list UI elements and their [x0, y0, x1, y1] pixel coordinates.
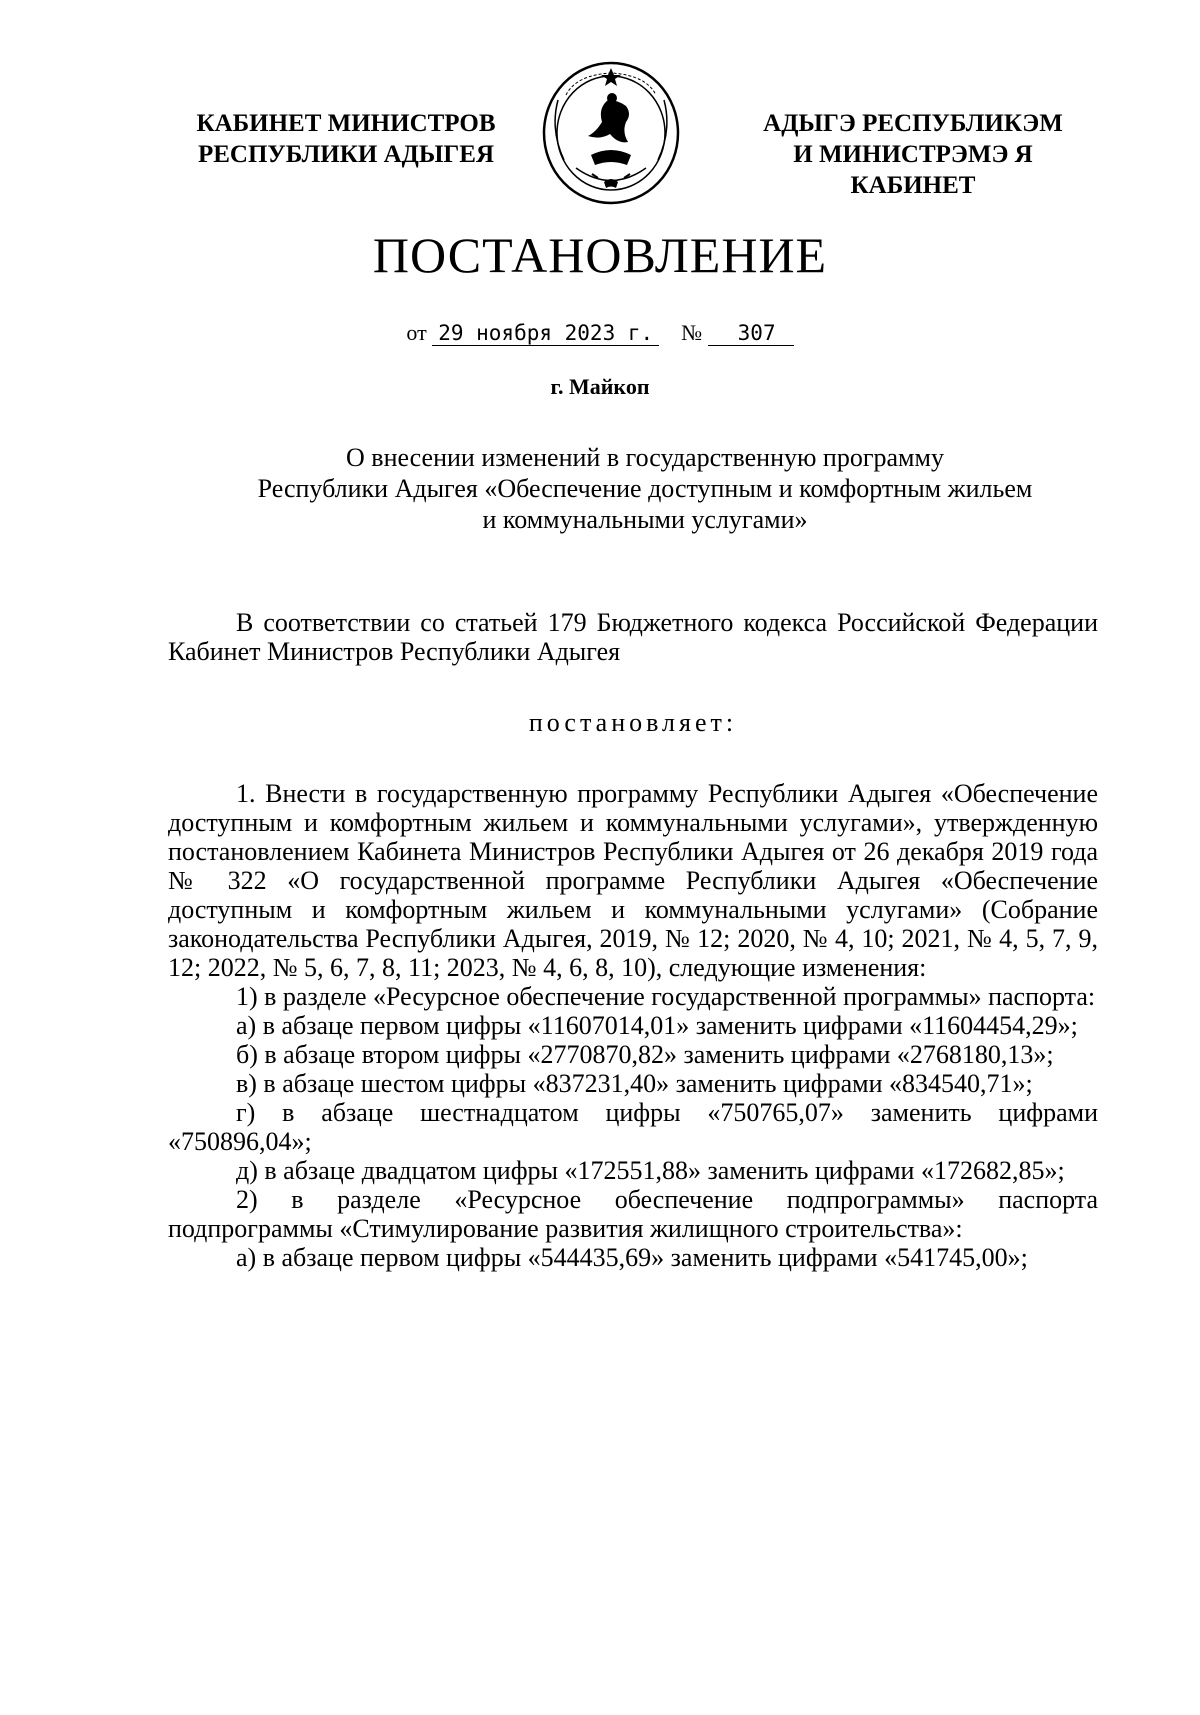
document-subject [180, 442, 1110, 535]
city: г. Майкоп [550, 374, 650, 399]
issuer-ru [186, 108, 506, 170]
subitem-1v: в) в абзаце шестом цифры «837231,40» заменить цифрами «834540,71»; [236, 1069, 1033, 1098]
preamble: В соответствии со статьей 179 Бюджетного кодекса Российской Федерации Кабинет Министров Республики Адыгея [168, 608, 1098, 666]
issuer-ru-line2: РЕСПУБЛИКИ АДЫГЕЯ [197, 141, 495, 168]
document-body [168, 608, 1098, 1272]
issuer-ady-line1: АДЫГЭ РЕСПУБЛИКЭМ [763, 110, 1063, 137]
item-1: 1. Внести в государственную программу Республики Адыгея «Обеспечение доступным и комфортным жильем и коммунальными услугами», утвержденную постановлением Кабинета Министров Республики Адыгея от 26 декабря 2019 года № 322 «О государственной программе Республики Адыгея «Обеспечение доступным и комфортным жильем и коммунальными услугами» (Собрание законодательства Республики Адыгея, 2019, № 12; 2020, № 4, 10; 2021, № 4, 5, 7, 9, 12; 2022, № 5, 6, 7, 8, 11; 2023, № 4, 6, 8, 10), следующие изменения: [168, 779, 1098, 982]
issuer-ady-line2: И МИНИСТРЭМЭ Я КАБИНЕТ [793, 141, 1033, 199]
issuer-ady [728, 108, 1098, 201]
subitem-2a: а) в абзаце первом цифры «544435,69» заменить цифрами «541745,00»; [236, 1243, 1028, 1272]
subitem-1b: б) в абзаце втором цифры «2770870,82» заменить цифрами «2768180,13»; [236, 1040, 1054, 1069]
date-label: от [406, 320, 427, 345]
document-title: ПОСТАНОВЛЕНИЕ [372, 227, 828, 283]
issuer-ru-line1: КАБИНЕТ МИНИСТРОВ [196, 110, 496, 137]
subitem-1a: а) в абзаце первом цифры «11607014,01» заменить цифрами «11604454,29»; [236, 1011, 1078, 1040]
subject-line3: и коммунальными услугами» [482, 505, 808, 534]
subject-line2: Республики Адыгея «Обеспечение доступным и комфортным жильем [257, 474, 1033, 503]
number-value: 307 [708, 321, 794, 346]
subitem-1d: д) в абзаце двадцатом цифры «172551,88» заменить цифрами «172682,85»; [236, 1156, 1065, 1185]
subject-line1: О внесении изменений в государственную программу [346, 443, 944, 472]
date-value: 29 ноября 2023 г. [432, 321, 659, 346]
subitem-1: 1) в разделе «Ресурсное обеспечение государственной программы» паспорта: [236, 982, 1096, 1011]
number-label: № [681, 320, 703, 345]
subitem-1g: г) в абзаце шестнадцатом цифры «750765,07» заменить цифрами «750896,04»; [168, 1098, 1098, 1156]
postanovlyaet: постановляет: [528, 708, 738, 737]
coat-of-arms-icon [536, 60, 686, 210]
subitem-2: 2) в разделе «Ресурсное обеспечение подпрограммы» паспорта подпрограммы «Стимулирование развития жилищного строительства»: [168, 1185, 1098, 1243]
dateline [0, 320, 1200, 346]
